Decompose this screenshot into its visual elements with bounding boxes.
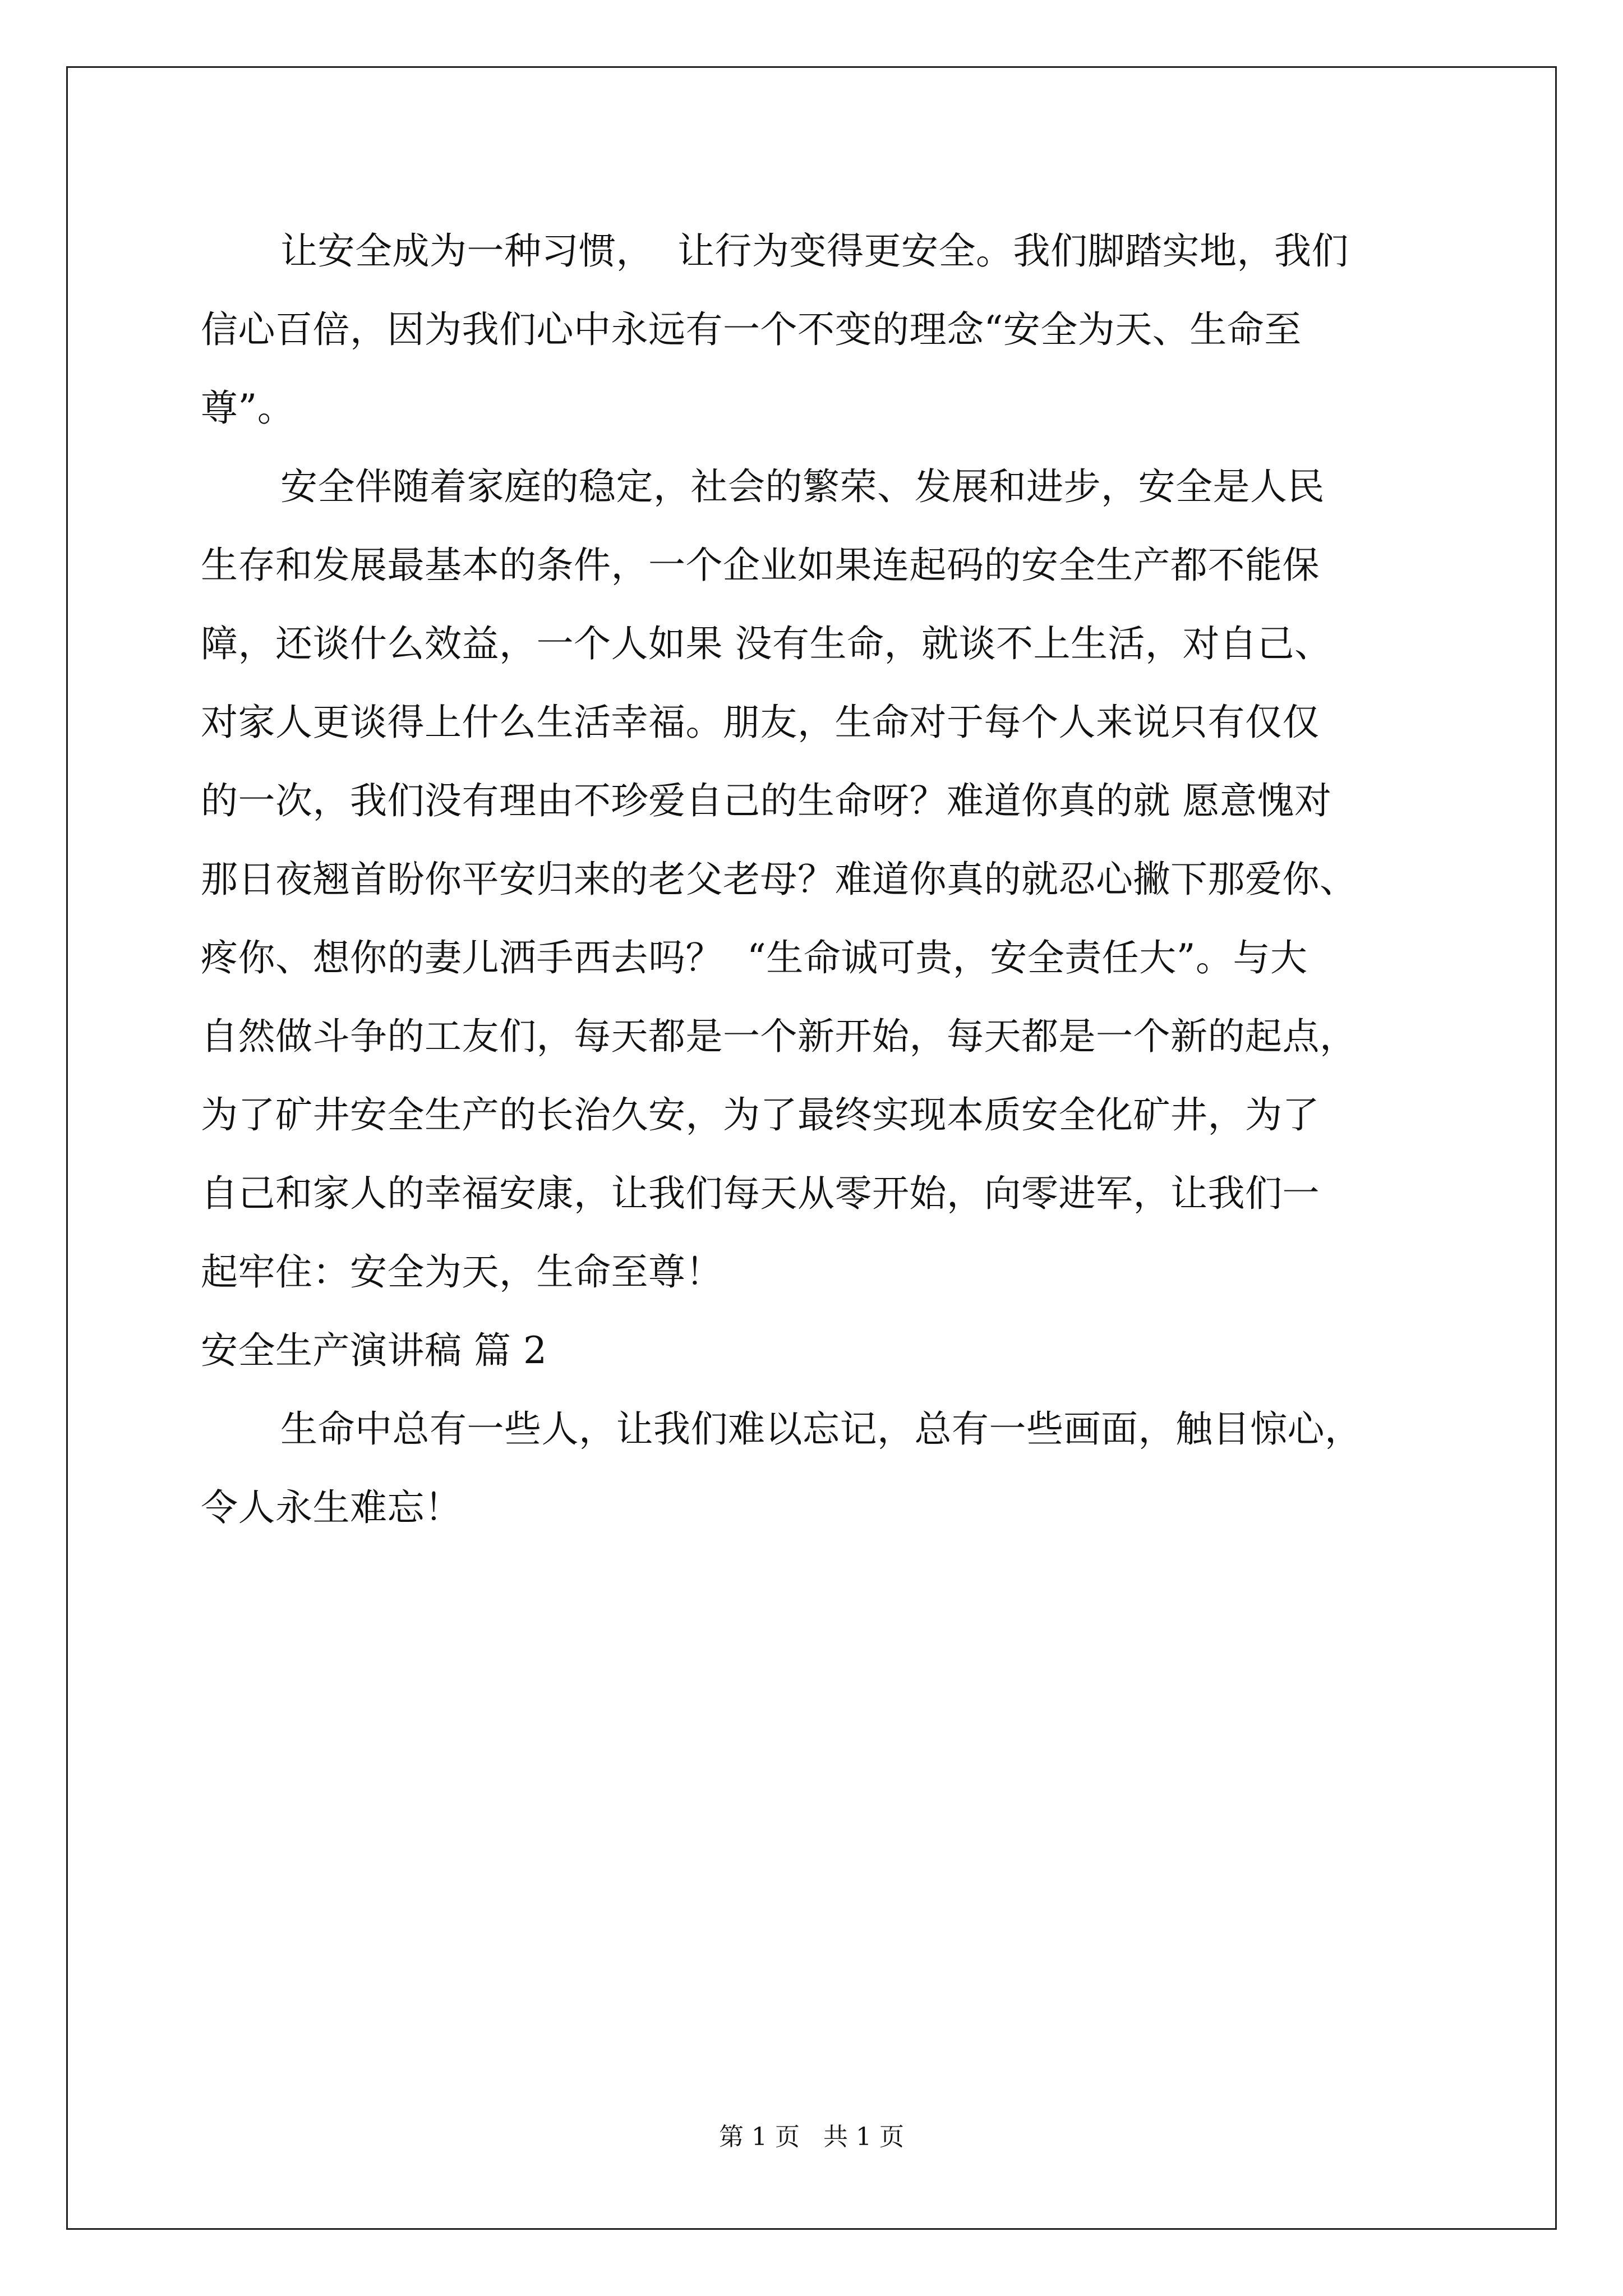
paragraph-2-line-2: 生存和发展最基本的条件，一个企业如果连起码的安全生产都不能保 (201, 544, 1320, 587)
paragraph-2-line-5: 的一次，我们没有理由不珍爱自己的生命呀？难道你真的就 愿意愧对 (201, 779, 1332, 822)
paragraph-2-line-8: 自然做斗争的工友们，每天都是一个新开始，每天都是一个新的起点， (201, 1015, 1357, 1058)
page-footer: 第 1 页 共 1 页 (719, 2123, 904, 2151)
document-body (201, 212, 1435, 1547)
paragraph-3-line-2: 令人永生难忘！ (201, 1486, 462, 1529)
paragraph-2-line-1: 安全伴随着家庭的稳定，社会的繁荣、发展和进步，安全是人民 (280, 465, 1325, 508)
paragraph-2-line-6: 那日夜翘首盼你平安归来的老父老母？难道你真的就忍心撇下那爱你、 (201, 858, 1357, 901)
paragraph-2-line-7: 疼你、想你的妻儿洒手西去吗？ “生命诚可贵，安全责任大”。与大 (201, 936, 1308, 979)
paragraph-1-line-3: 尊”。 (201, 386, 295, 430)
paragraph-3-line-1: 生命中总有一些人，让我们难以忘记，总有一些画面，触目惊心， (280, 1407, 1362, 1451)
paragraph-2-line-3: 障，还谈什么效益，一个人如果 没有生命，就谈不上生活，对自己、 (201, 622, 1332, 665)
paragraph-2-line-10: 自己和家人的幸福安康，让我们每天从零开始，向零进军，让我们一 (201, 1172, 1320, 1215)
section-heading: 安全生产演讲稿 篇 2 (201, 1329, 547, 1372)
paragraph-2-line-4: 对家人更谈得上什么生活幸福。朋友，生命对于每个人来说只有仅仅 (201, 701, 1320, 744)
paragraph-1-line-2: 信心百倍，因为我们心中永远有一个不变的理念“安全为天、生命至 (201, 308, 1302, 351)
paragraph-2-line-9: 为了矿井安全生产的长治久安，为了最终实现本质安全化矿井，为了 (201, 1093, 1320, 1137)
paragraph-1-line-1: 让安全成为一种习惯， 让行为变得更安全。我们脚踏实地，我们 (280, 229, 1349, 273)
paragraph-2-line-11: 起牢住：安全为天，生命至尊！ (201, 1250, 723, 1294)
